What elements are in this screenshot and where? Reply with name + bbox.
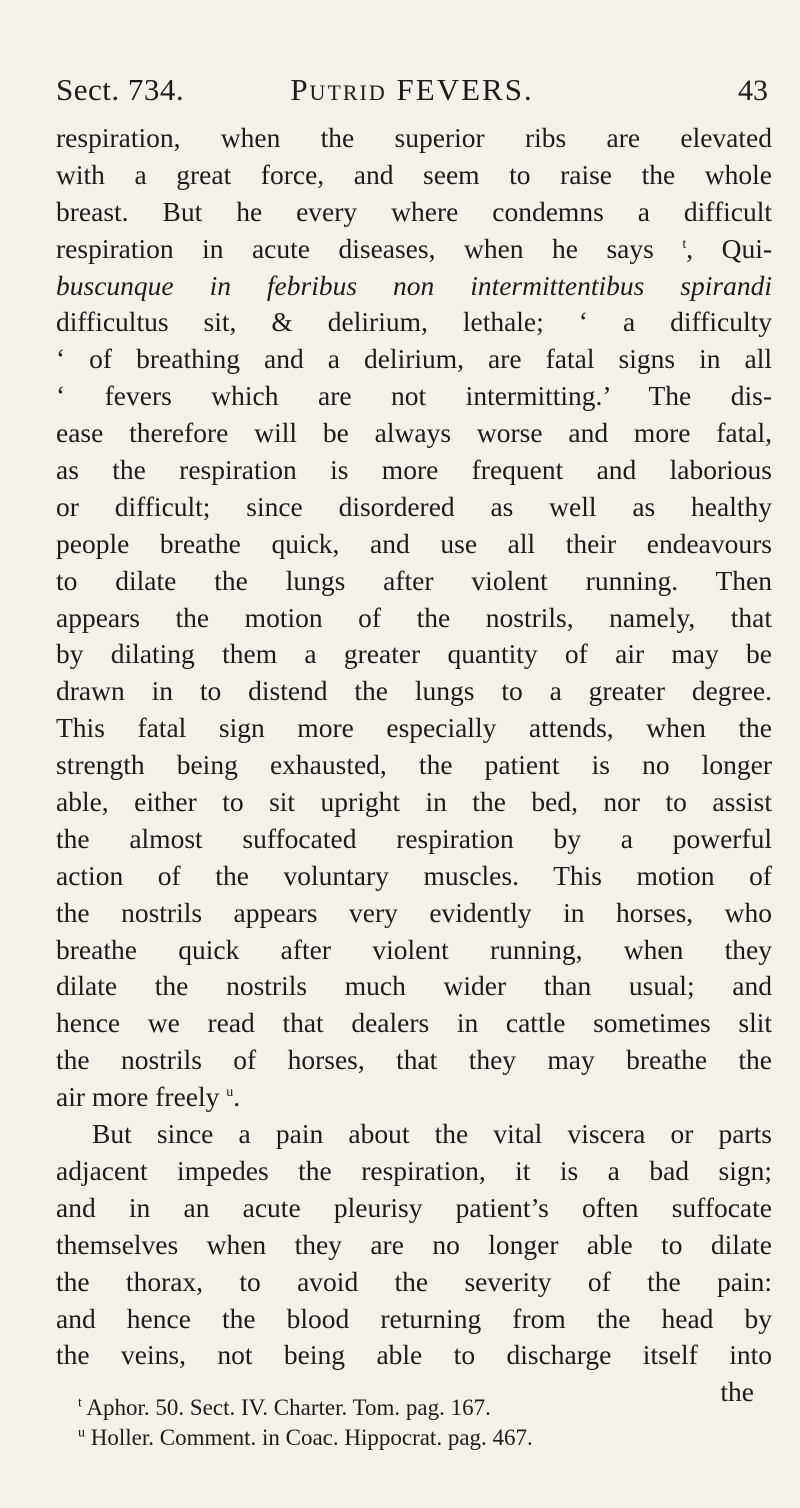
line-text: to dilate the lungs after violent running. Then (56, 564, 772, 596)
text-line (56, 452, 772, 489)
footnote-marker: t (682, 236, 687, 252)
text-line (56, 784, 772, 821)
footnote-mark: u (78, 1425, 85, 1441)
line-text: or difficult; since disordered as well as healthy (56, 490, 772, 522)
line-text: drawn in to distend the lungs to a greater degree. (56, 675, 772, 707)
line-text: ease therefore will be always worse and more fatal, (56, 417, 772, 449)
line-text: appears the motion of the nostrils, namely, that (56, 601, 772, 633)
text-line (56, 858, 772, 895)
text-line (56, 563, 772, 600)
text-line (56, 1079, 772, 1116)
line-text: able, either to sit upright in the bed, nor to assist (56, 786, 772, 818)
line-text: strength being exhausted, the patient is no longer (56, 749, 772, 781)
text-line (56, 304, 772, 341)
footnote-text: Aphor. 50. Sect. IV. Charter. Tom. pag. 167. (81, 1395, 491, 1420)
line-text: themselves when they are no longer able to dilate (56, 1228, 772, 1260)
line-text: breast. But he every where condemns a difficult (56, 195, 772, 227)
line-text: action of the voluntary muscles. This motion of (56, 859, 772, 891)
footnote (78, 1393, 768, 1423)
text-line (56, 968, 772, 1005)
line-text: ‘ fevers which are not intermitting.’ The dis- (56, 380, 772, 412)
text-line (56, 526, 772, 563)
text-line (56, 1005, 772, 1042)
text-line (56, 268, 772, 305)
body-text (56, 120, 772, 1411)
text-line (56, 157, 772, 194)
text-line (56, 1264, 772, 1301)
line-text: with a great force, and seem to raise the whole (56, 158, 772, 190)
footnote-text: Holler. Comment. in Coac. Hippocrat. pag. 467. (85, 1425, 533, 1450)
line-text: respiration in acute diseases, when he says (56, 232, 683, 264)
text-line (56, 120, 772, 157)
text-line (56, 489, 772, 526)
text-line (56, 600, 772, 637)
footnote (78, 1423, 768, 1453)
line-text-after-note: , Qui- (686, 232, 772, 264)
text-line (56, 1190, 772, 1227)
line-text: This fatal sign more especially attends, when the (56, 712, 772, 744)
line-text: and in an acute pleurisy patient’s often suffocate (56, 1191, 772, 1223)
text-line (56, 895, 772, 932)
text-line (56, 231, 772, 268)
line-text: the nostrils of horses, that they may breathe the (56, 1044, 772, 1076)
line-text: the (720, 1376, 754, 1408)
line-text: difficultus sit, & delirium, lethale; ‘ a difficulty (56, 306, 772, 338)
line-text-after-note: . (233, 1081, 241, 1113)
footnote-mark: t (78, 1395, 82, 1411)
text-line (56, 341, 772, 378)
line-text: breathe quick after violent running, when they (56, 933, 772, 965)
line-text: But since a pain about the vital viscera or parts (92, 1118, 772, 1150)
line-text: the thorax, to avoid the severity of the pain: (56, 1265, 772, 1297)
line-text: hence we read that dealers in cattle sometimes slit (56, 1007, 772, 1039)
text-line (56, 194, 772, 231)
line-text: by dilating them a greater quantity of air may be (56, 638, 772, 670)
text-line (56, 821, 772, 858)
text-line (56, 1337, 772, 1374)
text-line (56, 1042, 772, 1079)
text-line (56, 1116, 772, 1153)
running-title: Putrid FEVERS. (290, 72, 534, 107)
line-text: ‘ of breathing and a delirium, are fatal signs in all (56, 343, 772, 375)
line-text: and hence the blood returning from the head by (56, 1302, 772, 1334)
text-line (56, 747, 772, 784)
text-line (56, 1227, 772, 1264)
line-text: dilate the nostrils much wider than usual; and (56, 970, 772, 1002)
text-line (56, 1301, 772, 1338)
text-line (56, 636, 772, 673)
line-text: people breathe quick, and use all their endeavours (56, 527, 772, 559)
text-line (56, 415, 772, 452)
running-header (56, 72, 768, 118)
line-text: respiration, when the superior ribs are elevated (56, 122, 772, 153)
page-number: 43 (738, 74, 768, 107)
line-text: air more freely (56, 1081, 227, 1113)
text-line (56, 1153, 772, 1190)
line-text: buscunque in febribus non intermittentibus spirandi (56, 269, 772, 301)
text-line (56, 932, 772, 969)
line-text: the almost suffocated respiration by a powerful (56, 822, 772, 854)
footnotes (78, 1393, 768, 1453)
section-number: Sect. 734. (56, 72, 185, 107)
line-text: adjacent impedes the respiration, it is a bad sign; (56, 1154, 772, 1186)
text-line (56, 378, 772, 415)
line-text: the veins, not being able to discharge itself into (56, 1339, 772, 1371)
text-line (56, 710, 772, 747)
footnote-marker: u (226, 1085, 234, 1100)
line-text: as the respiration is more frequent and laborious (56, 454, 772, 486)
line-text: the nostrils appears very evidently in horses, who (56, 896, 772, 928)
text-line (56, 673, 772, 710)
